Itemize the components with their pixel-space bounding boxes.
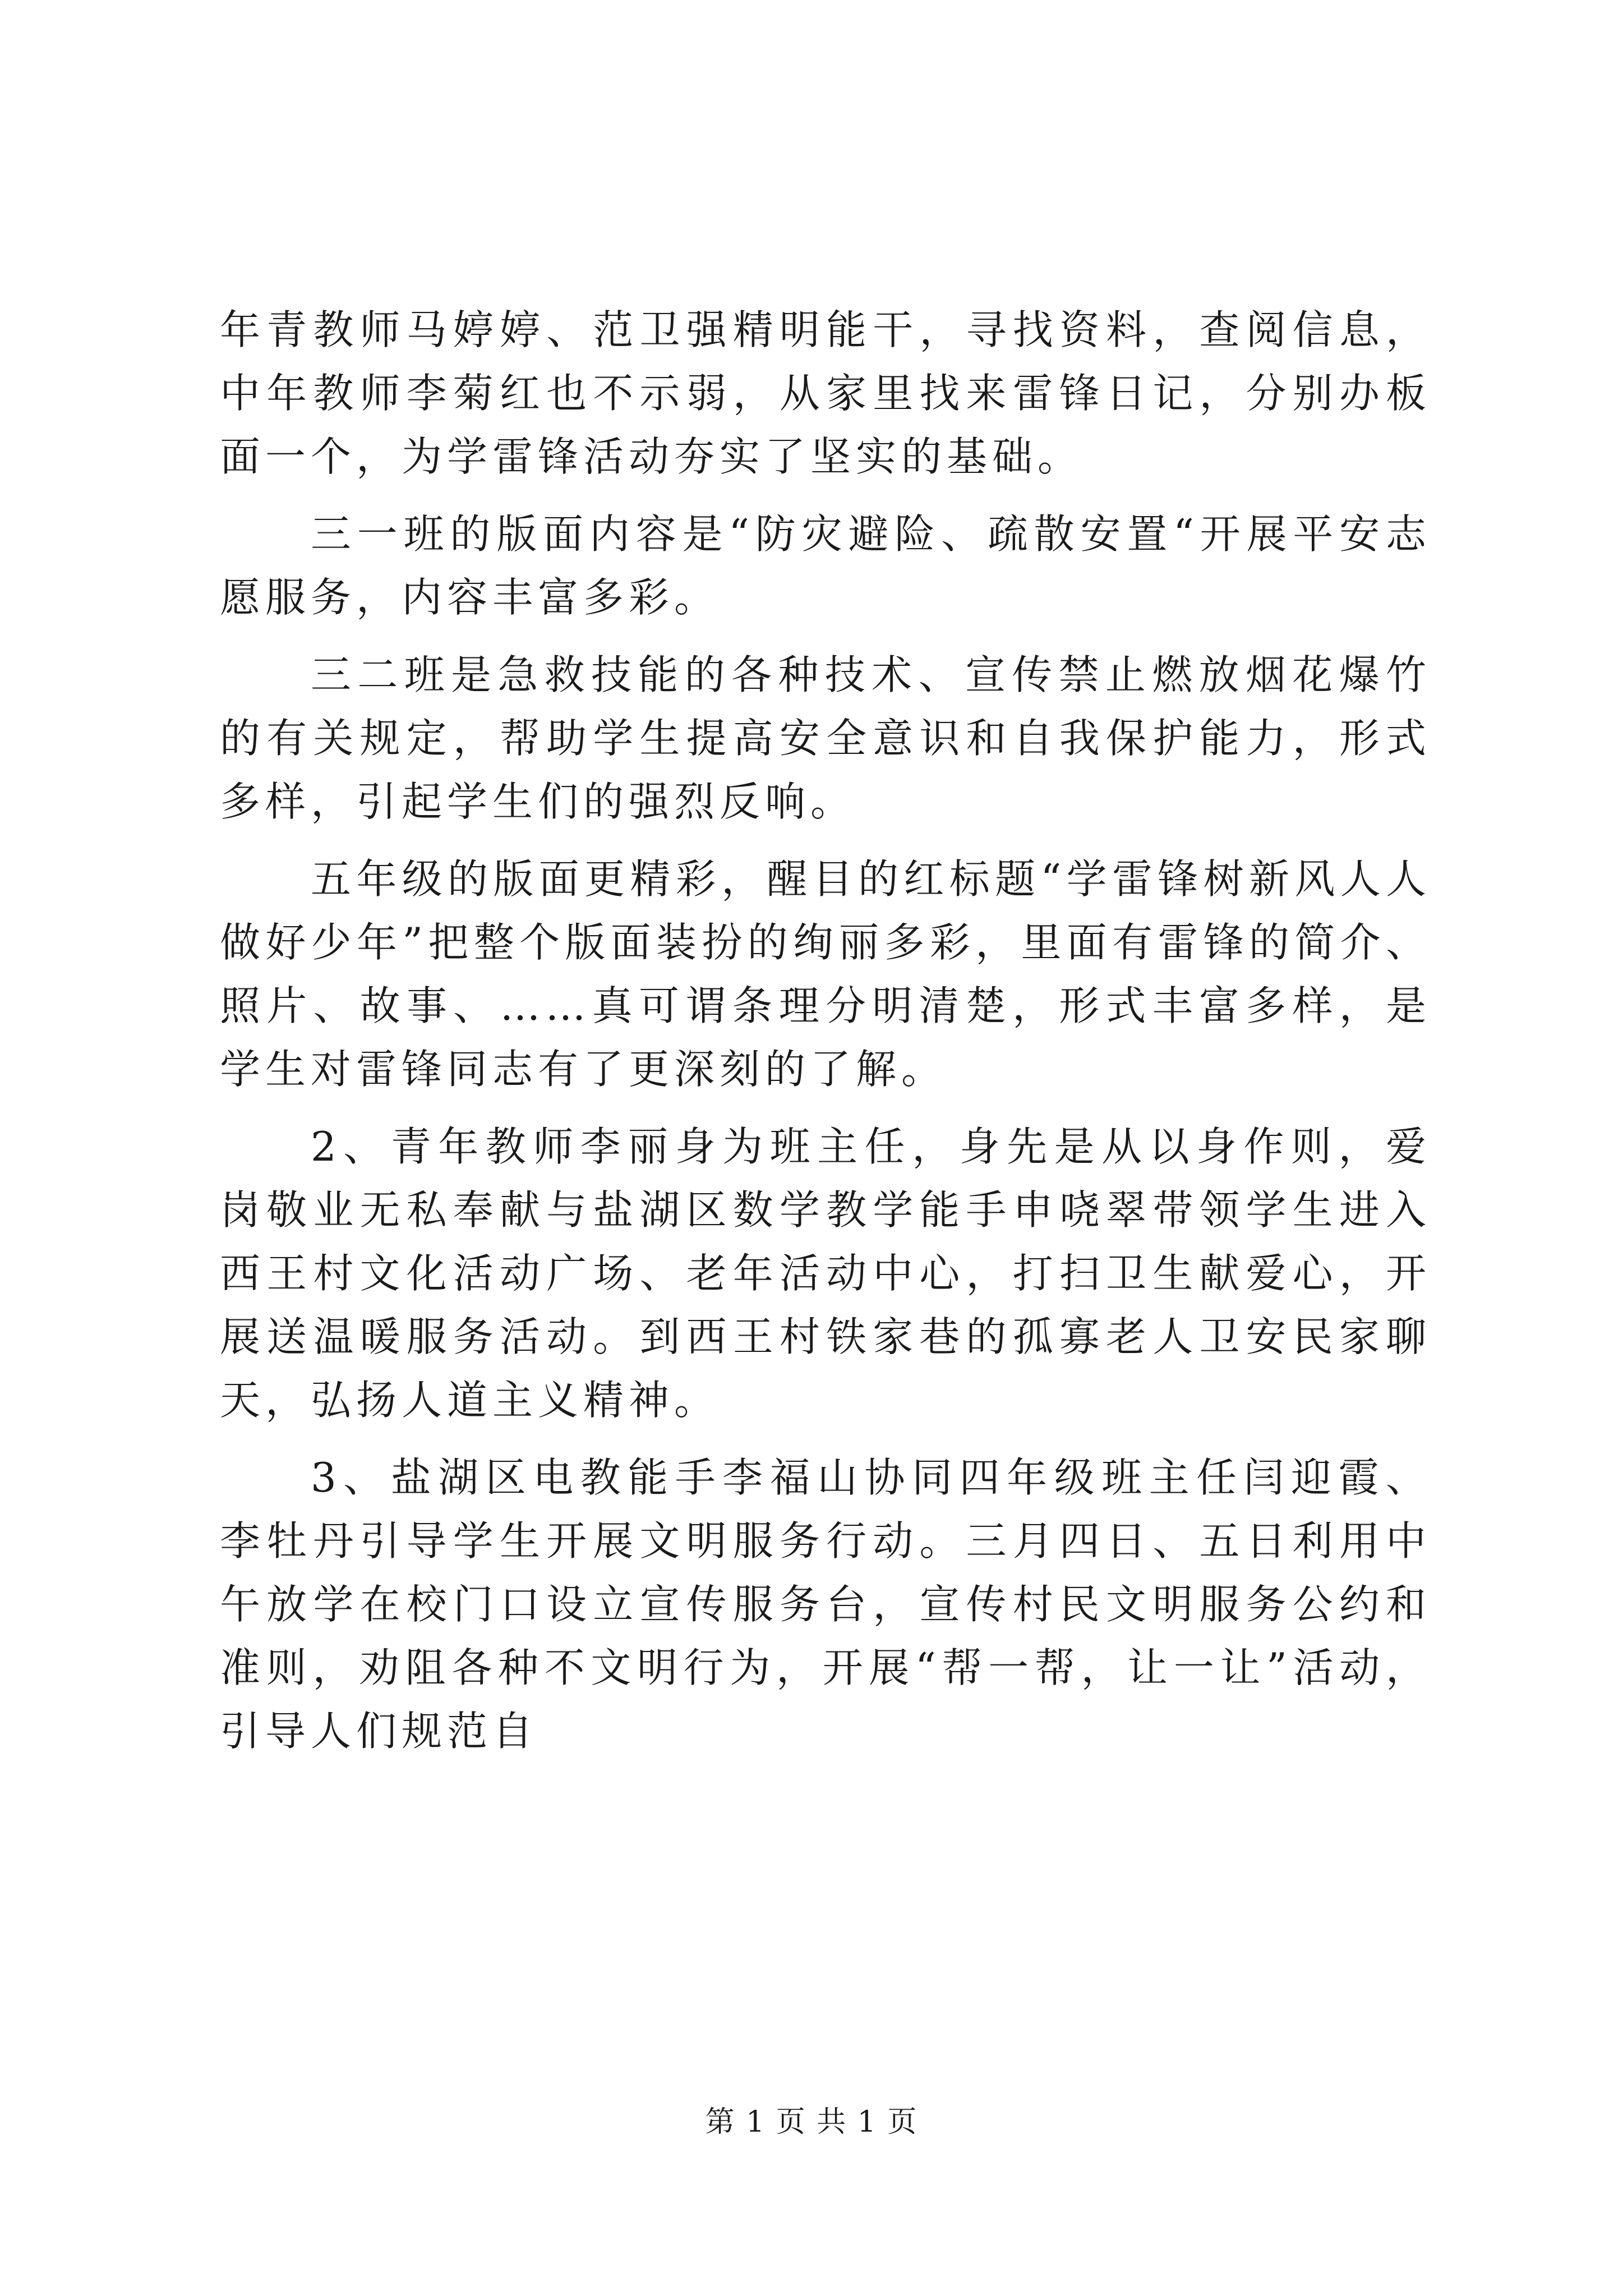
paragraph-6: 3、盐湖区电教能手李福山协同四年级班主任闫迎霞、李牡丹引导学生开展文明服务行动。三月四日、五日利用中午放学在校门口设立宣传服务台，宣传村民文明服务公约和准则，劝阻各种不文明行为，开展“帮一帮，让一让”活动，引导人们规范自 <box>220 1454 1431 1755</box>
document-body <box>220 298 1431 1763</box>
paragraph-5: 2、青年教师李丽身为班主任，身先是从以身作则，爱岗敬业无私奉献与盐湖区数学教学能手申哓翠带领学生进入西王村文化活动广场、老年活动中心，打扫卫生献爱心，开展送温暖服务活动。到西王村铁家巷的孤寡老人卫安民家聊天，弘扬人道主义精神。 <box>220 1123 1431 1424</box>
paragraph-2: 三一班的版面内容是“防灾避险、疏散安置“开展平安志愿服务，内容丰富多彩。 <box>220 510 1431 621</box>
paragraph-1: 年青教师马婷婷、范卫强精明能干，寻找资料，查阅信息，中年教师李菊红也不示弱，从家里找来雷锋日记，分别办板面一个，为学雷锋活动夯实了坚实的基础。 <box>220 306 1431 480</box>
page-footer: 第 1 页 共 1 页 <box>705 2105 918 2139</box>
paragraph-3: 三二班是急救技能的各种技术、宣传禁止燃放烟花爆竹的有关规定，帮助学生提高安全意识和自我保护能力，形式多样，引起学生们的强烈反响。 <box>220 651 1431 825</box>
paragraph-4: 五年级的版面更精彩，醒目的红标题“学雷锋树新风人人做好少年”把整个版面装扮的绚丽多彩，里面有雷锋的简介、照片、故事、……真可谓条理分明清楚，形式丰富多样，是学生对雷锋同志有了更深刻的了解。 <box>220 855 1431 1093</box>
